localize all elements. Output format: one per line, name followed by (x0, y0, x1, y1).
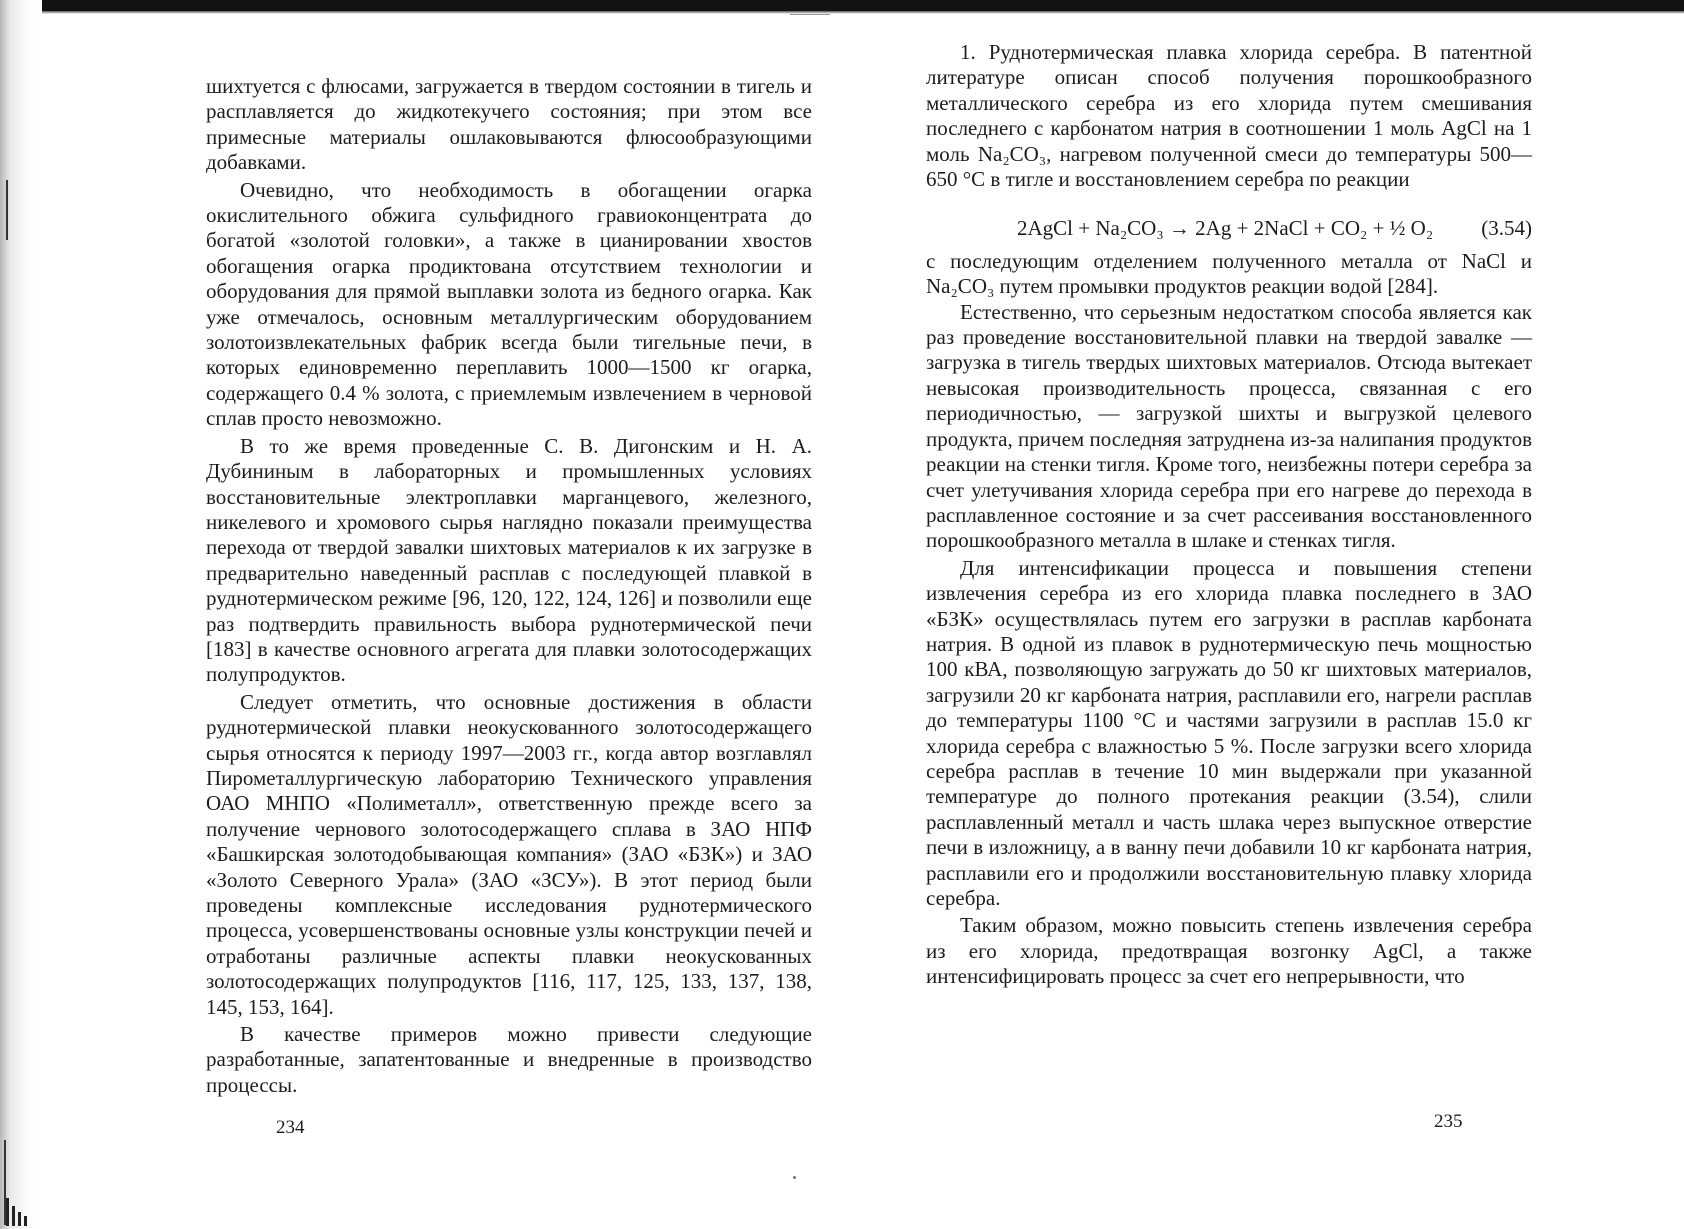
chemical-equation (926, 216, 1532, 241)
paragraph-intro: 1. Руднотермическая плавка хлорида серебра. В патентной литературе описан способ получения порошкообразного металлического серебра из его хлорида путем смешивания последнего с карбонатом натрия в соотношении 1 моль AgCl на 1 моль Na₂CO₃, нагревом полученной смеси до температуры 500—650 °С в тигле и восстановлением серебра по реакции (926, 40, 1532, 192)
paragraph: Таким образом, можно повысить степень извлечения серебра из его хлорида, предотвращая возгонку AgCl, а также интенсифицировать процесс за счет его непрерывности, что (926, 913, 1532, 989)
paragraph: Следует отметить, что основные достижения в области руднотермической плавки неокускованного золотосодержащего сырья относятся к периоду 1997—2003 гг., когда автор возглавлял Пирометаллургическую лабораторию Технического управления ОАО МНПО «Полиметалл», ответственную прежде всего за получение чернового золотосодержащего сплава в ЗАО НПФ «Башкирская золотодобывающая компания» (ЗАО «БЗК») и ЗАО «Золото Северного Урала» (ЗАО «ЗСУ»). В этот период были проведены комплексные исследования руднотермического процесса, усовершенствованы основные узлы конструкции печей и отработаны различные аспекты плавки неокускованных золотосодержащих полупродуктов [116, 117, 125, 133, 137, 138, 145, 153, 164]. (206, 689, 812, 1019)
scan-edge-mark (6, 180, 8, 240)
right-page-text (926, 40, 1532, 990)
paragraph: шихтуется с флюсами, загружается в твердом состоянии в тигель и расплавляется до жидкотекучего состояния; при этом все примесные материалы ошлаковываются флюсообразующими добавками. (206, 74, 812, 175)
scan-speck (793, 1176, 796, 1179)
page-number-left: 234 (276, 1117, 305, 1138)
paragraph: Для интенсификации процесса и повышения степени извлечения серебра из его хлорида плавка последнего в ЗАО «БЗК» осуществлялась путем его загрузки в расплав карбоната натрия. В одной из плавок в руднотермическую печь мощностью 100 кВА, позволяющую загружать до 50 кг шихтовых материалов, загрузили 20 кг карбоната натрия, расплавили его, нагрели расплав до температуры 1100 °С и частями загрузили в расплав 15.0 кг хлорида серебра с влажностью 5 %. После загрузки всего хлорида серебра расплав в течение 10 мин выдержали при указанной температуре до полного протекания реакции (3.54), слили расплавленный металл и часть шлака через выпускное отверстие печи в изложницу, а в ванну печи добавили 10 кг карбоната натрия, расплавили его и продолжили восстановительную плавку хлорида серебра. (926, 555, 1532, 910)
scan-top-shadow (0, 11, 1684, 14)
page-number-right: 235 (1434, 1111, 1463, 1132)
paragraph: В то же время проведенные С. В. Дигонским и Н. А. Дубининым в лабораторных и промышленных условиях восстановительные электроплавки марганцевого, железного, никелевого и хромового сырья наглядно показали преимущества перехода от твердой завалки шихтовых материалов к их загрузке в предварительно наведенный расплав с последующей плавкой в руднотермическом режиме [96, 120, 122, 124, 126] и позволили еще раз подтвердить правильность выбора руднотермической печи [183] в качестве основного агрегата для плавки золотосодержащих полупродуктов. (206, 433, 812, 687)
scan-top-border (0, 0, 1684, 11)
left-page-text (206, 74, 812, 1098)
paragraph: с последующим отделением полученного металла от NaCl и Na₂CO₃ путем промывки продуктов реакции водой [284]. (926, 248, 1532, 299)
scan-speck (790, 14, 830, 15)
paragraph: Очевидно, что необходимость в обогащении огарка окислительного обжига сульфидного гравиоконцентрата до богатой «золотой головки», а также в цианировании хвостов обогащения огарка продиктована отсутствием технологии и оборудования для прямой выплавки золота из бедного огарка. Как уже отмечалось, основным металлургическим оборудованием золотоизвлекательных фабрик всегда были тигельные печи, в которых единовременно переплавить 1000—1500 кг огарка, содержащего 0.4 % золота, с приемлемым извлечением в черновой сплав просто невозможно. (206, 177, 812, 431)
scan-artifact-icon (4, 1186, 34, 1226)
paragraph: В качестве примеров можно привести следующие разработанные, запатентованные и внедренные в производство процессы. (206, 1022, 812, 1097)
equation-number: (3.54) (1481, 216, 1532, 241)
paragraph: Естественно, что серьезным недостатком способа является как раз проведение восстановительной плавки на твердой завалке — загрузка в тигель твердых шихтовых материалов. Отсюда вытекает невысокая производительность процесса, связанная с его периодичностью, — загрузкой шихты и выгрузкой целевого продукта, причем последняя затруднена из-за налипания продуктов реакции на стенки тигля. Кроме того, неизбежны потери серебра за счет улетучивания хлорида серебра при его нагреве до перехода в расплавленное состояние и за счет рассеивания восстановленного порошкообразного металла в шлаке и стенках тигля. (926, 299, 1532, 553)
equation-text: 2AgCl + Na₂CO₃ → 2Ag + 2NaCl + CO₂ + ½ O₂ (1017, 216, 1434, 241)
